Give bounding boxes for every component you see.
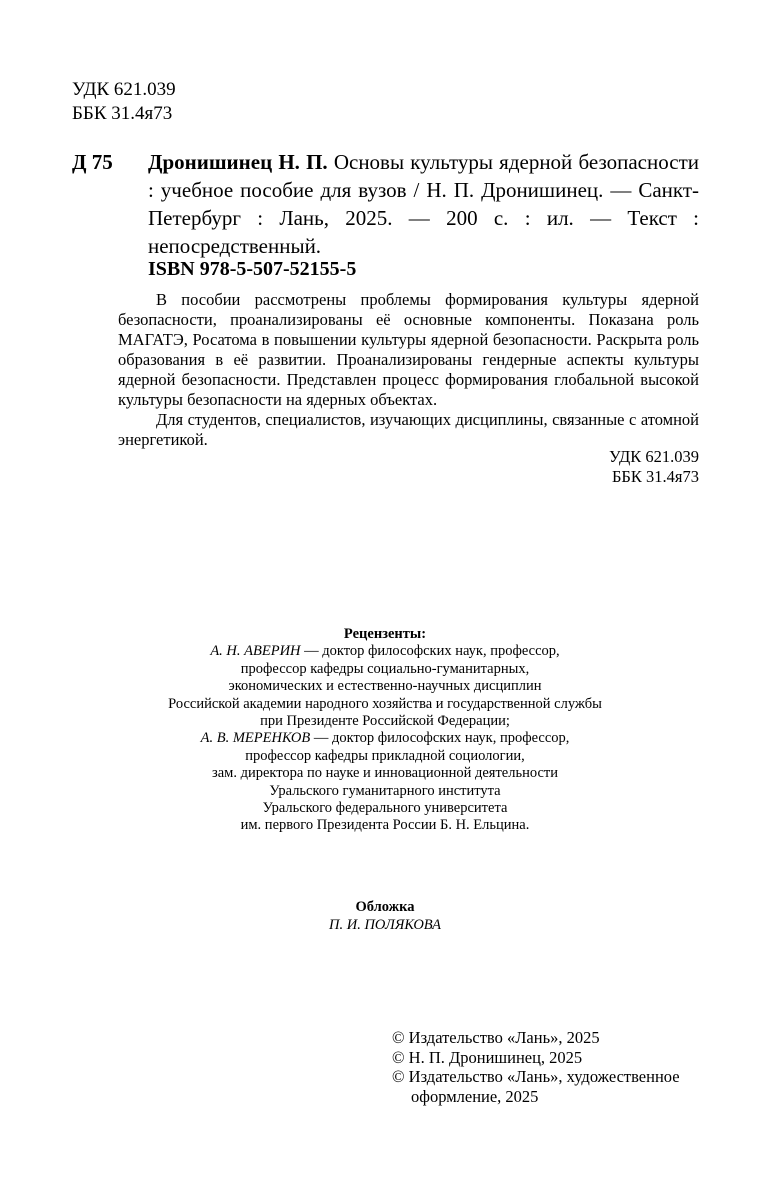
- copyright-design-continuation: оформление, 2025: [411, 1086, 539, 1106]
- cover-designer-name: П. И. ПОЛЯКОВА: [329, 917, 441, 933]
- reviewer-1-line-4: Российской академии народного хозяйства и государственной службы: [168, 695, 602, 712]
- annotation-paragraph-summary: В пособии рассмотрены проблемы формирования культуры ядерной безопасности, проанализированы её основные компоненты. Показана роль МАГАТЭ, Росатома в повышении культуры ядерной безопасности. Раскрыта роль образования в её развитии. Проанализированы гендерные аспекты культуры ядерной безопасности. Представлен процесс формирования глобальной высокой культуры безопасности на ядерных объектах.: [118, 290, 699, 409]
- cover-credit: [160, 898, 610, 934]
- reviewer-2-line-1: [100, 730, 670, 747]
- reviewer-1-name: А. Н. АВЕРИН: [210, 643, 301, 660]
- copyright-design: © Издательство «Лань», художественное: [392, 1067, 680, 1086]
- reviewer-2-line-5: Уральского федерального университета: [262, 800, 508, 817]
- reviewer-2-degree: — доктор философских наук, профессор,: [310, 730, 570, 747]
- isbn: ISBN 978-5-507-52155-5: [148, 258, 357, 280]
- reviewer-1-line-2: профессор кафедры социально-гуманитарных,: [240, 660, 530, 677]
- copyright-publisher: © Издательство «Лань», 2025: [392, 1028, 600, 1047]
- reviewer-2-line-2: профессор кафедры прикладной социологии,: [245, 747, 525, 764]
- copyright-block: [392, 1028, 712, 1106]
- right-classification-codes: [609, 447, 699, 487]
- top-udk-code: УДК 621.039: [72, 79, 176, 100]
- annotation-paragraph-audience: Для студентов, специалистов, изучающих дисциплины, связанные с атомной энергетикой.: [118, 410, 699, 449]
- reviewer-2-line-3: зам. директора по науке и инновационной деятельности: [212, 765, 558, 782]
- top-classification-codes: [72, 78, 176, 126]
- reviewer-1-line-1: [100, 643, 670, 660]
- top-bbk-code: ББК 31.4я73: [72, 103, 173, 124]
- copyright-author: © Н. П. Дронишинец, 2025: [392, 1047, 583, 1067]
- biblio-description: Основы культуры ядерной безопасности : учебное пособие для вузов / Н. П. Дронишинец. — Санкт-Петербург : Лань, 2025. — 200 с. : ил. — Текст : непосредственный.: [148, 150, 699, 258]
- reviewer-1-line-5: при Президенте Российской Федерации;: [260, 713, 510, 730]
- reviewers-block: [100, 626, 670, 835]
- author-mark: Д 75: [72, 150, 113, 174]
- reviewer-2-line-6: им. первого Президента России Б. Н. Ельцина.: [240, 817, 530, 834]
- annotation: [118, 290, 699, 450]
- right-udk-code: УДК 621.039: [608, 447, 699, 466]
- bibliographic-entry: [148, 148, 699, 260]
- reviewer-1-line-3: экономических и естественно-научных дисциплин: [228, 678, 542, 695]
- reviewers-heading: Рецензенты:: [343, 626, 427, 642]
- biblio-author: Дронишинец Н. П.: [148, 150, 328, 174]
- reviewer-2-name: А. В. МЕРЕНКОВ: [200, 730, 311, 747]
- cover-heading: Обложка: [355, 899, 415, 915]
- right-bbk-code: ББК 31.4я73: [611, 467, 699, 486]
- reviewer-2-line-4: Уральского гуманитарного института: [269, 782, 501, 799]
- reviewer-1-degree: — доктор философских наук, профессор,: [300, 643, 560, 660]
